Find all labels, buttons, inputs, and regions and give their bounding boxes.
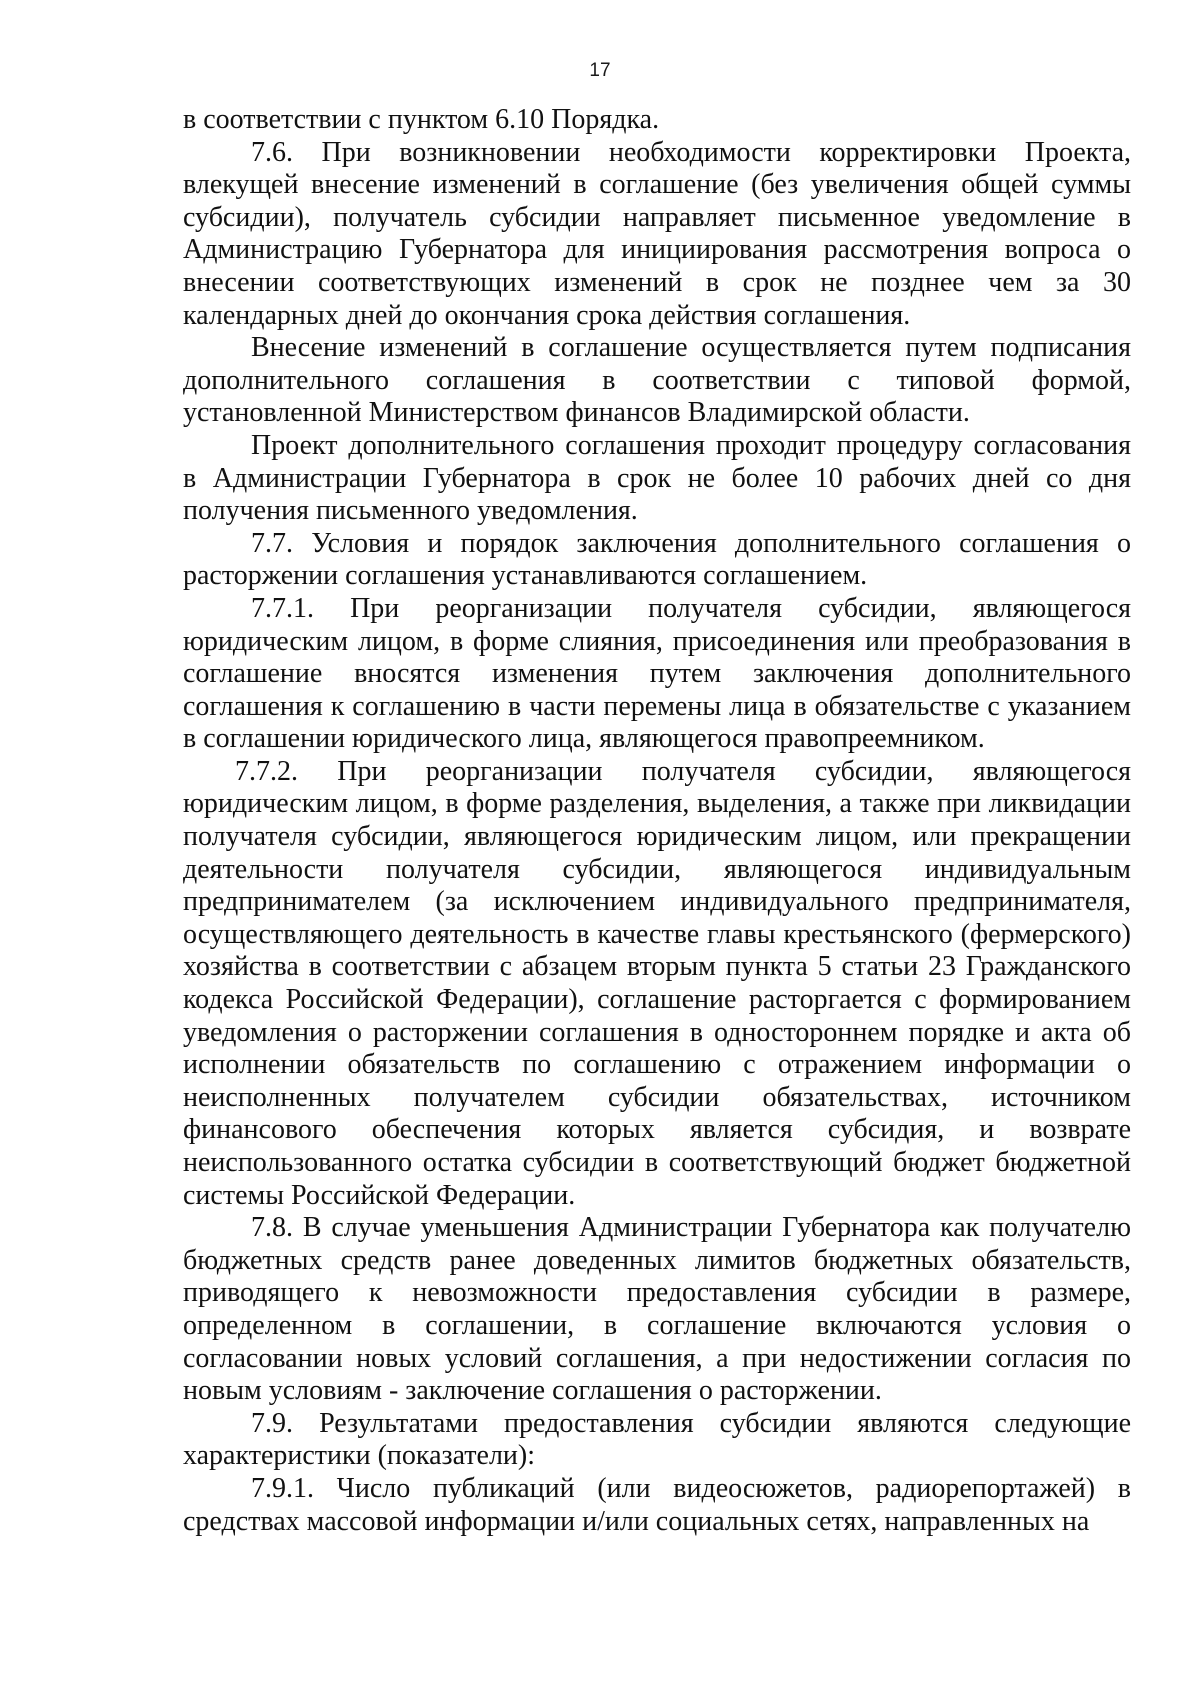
paragraph-continuation: в соответствии с пунктом 6.10 Порядка. xyxy=(183,104,660,135)
paragraph-7-9-1: 7.9.1. Число публикаций (или видеосюжетов, радиорепортажей) в средствах массовой информации и/или социальных сетях, направленных на xyxy=(183,1472,1131,1537)
document-body xyxy=(183,104,1131,1538)
paragraph-7-8: 7.8. В случае уменьшения Администрации Губернатора как получателю бюджетных средств ранее доведенных лимитов бюджетных обязательств, приводящего к невозможности предоставления субсидии в размере, определенном в соглашении, в соглашение включаются условия о согласовании новых условий соглашения, а при недостижении согласия по новым условиям - заключение соглашения о расторжении. xyxy=(183,1212,1131,1407)
page-number: 17 xyxy=(589,60,611,81)
paragraph-7-7-2: 7.7.2. При реорганизации получателя субсидии, являющегося юридическим лицом, в форме разделения, выделения, а также при ликвидации получателя субсидии, являющегося юридическим лицом, или прекращении деятельности получателя субсидии, являющегося индивидуальным предпринимателем (за исключением индивидуального предпринимателя, осуществляющего деятельность в качестве главы крестьянского (фермерского) хозяйства в соответствии с абзацем вторым пункта 5 статьи 23 Гражданского кодекса Российской Федерации), соглашение расторгается с формированием уведомления о расторжении соглашения в одностороннем порядке и акта об исполнении обязательств по соглашению с отражением информации о неисполненных получателем субсидии обязательствах, источником финансового обеспечения которых является субсидия, и возврате неиспользованного остатка субсидии в соответствующий бюджет бюджетной системы Российской Федерации. xyxy=(183,755,1131,1211)
paragraph-7-9: 7.9. Результатами предоставления субсидии являются следующие характеристики (показатели): xyxy=(183,1407,1131,1472)
paragraph-draft-approval: Проект дополнительного соглашения проходит процедуру согласования в Администрации Губернатора в срок не более 10 рабочих дней со дня получения письменного уведомления. xyxy=(183,429,1131,527)
paragraph-7-7: 7.7. Условия и порядок заключения дополнительного соглашения о расторжении соглашения устанавливаются соглашением. xyxy=(183,527,1131,592)
paragraph-7-6: 7.6. При возникновении необходимости корректировки Проекта, влекущей внесение изменений в соглашение (без увеличения общей суммы субсидии), получатель субсидии направляет письменное уведомление в Администрацию Губернатора для инициирования рассмотрения вопроса о внесении соответствующих изменений в срок не позднее чем за 30 календарных дней до окончания срока действия соглашения. xyxy=(183,136,1131,331)
paragraph-7-7-1: 7.7.1. При реорганизации получателя субсидии, являющегося юридическим лицом, в форме слияния, присоединения или преобразования в соглашение вносятся изменения путем заключения дополнительного соглашения к соглашению в части перемены лица в обязательстве с указанием в соглашении юридического лица, являющегося правопреемником. xyxy=(183,592,1131,755)
paragraph-amendment-procedure: Внесение изменений в соглашение осуществляется путем подписания дополнительного соглашения в соответствии с типовой формой, установленной Министерством финансов Владимирской области. xyxy=(183,332,1131,429)
